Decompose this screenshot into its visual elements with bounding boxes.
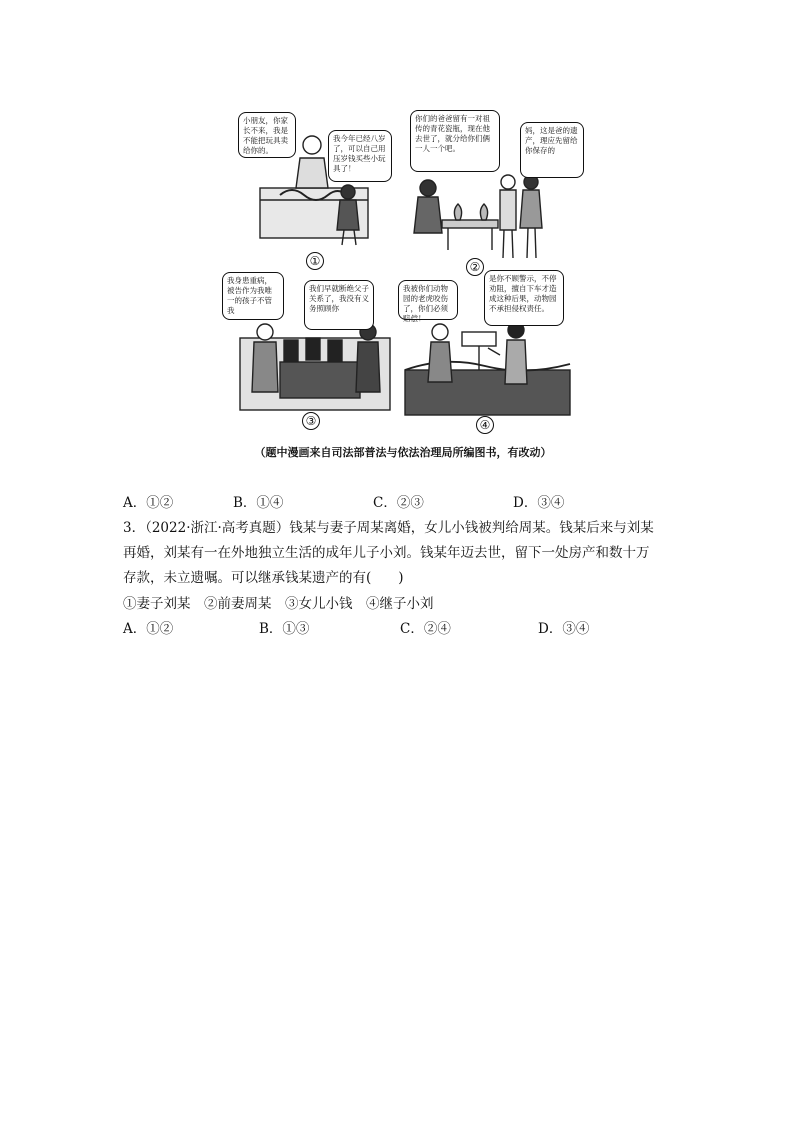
q2-option-a[interactable]: A．①② bbox=[123, 495, 174, 511]
q3-option-b[interactable]: B．①③ bbox=[259, 621, 310, 637]
q2-option-d[interactable]: D．③④ bbox=[513, 495, 565, 511]
panel-1-number: ① bbox=[306, 252, 324, 270]
panel-1-bubble-child: 我今年已经八岁了，可以自己用压岁钱买些小玩具了！ bbox=[328, 130, 392, 182]
q2-option-c[interactable]: C．②③ bbox=[373, 495, 424, 511]
figure-caption: （题中漫画来自司法部普法与依法治理局所编图书，有改动） bbox=[254, 446, 552, 459]
q2-option-b[interactable]: B．①④ bbox=[233, 495, 284, 511]
panel-2-drawing bbox=[414, 175, 542, 258]
panel-3-bubble-son: 我们早就断绝父子关系了，我没有义务照顾你 bbox=[304, 280, 374, 330]
panel-4-drawing bbox=[405, 322, 570, 415]
q3-option-a[interactable]: A．①② bbox=[123, 621, 174, 637]
q3-option-d[interactable]: D．③④ bbox=[538, 621, 590, 637]
panel-1-bubble-clerk: 小朋友，你家长不来，我是不能把玩具卖给你的。 bbox=[238, 112, 296, 158]
panel-3-bubble-father: 我身患重病，被告作为我唯一的孩子不管我 bbox=[222, 272, 284, 320]
cartoon-figure bbox=[220, 100, 585, 440]
q3-stem-line-1: 3．（2022·浙江·高考真题）钱某与妻子周某离婚，女儿小钱被判给周某。钱某后来与刘某 bbox=[123, 520, 654, 536]
panel-3-number: ③ bbox=[302, 412, 320, 430]
panel-4-bubble-visitor: 我被你们动物园的老虎咬伤了，你们必须赔偿！ bbox=[398, 280, 458, 320]
q3-stem-line-3: 存款，未立遗嘱。可以继承钱某遗产的有( ) bbox=[123, 570, 404, 586]
panel-3-drawing bbox=[240, 324, 390, 410]
q3-items: ①妻子刘某 ②前妻周某 ③女儿小钱 ④继子小刘 bbox=[123, 596, 434, 612]
panel-2-bubble-daughter: 妈，这是爸的遗产，理应先留给你保存的 bbox=[520, 122, 584, 178]
panel-4-bubble-zoo: 是你不顾警示，不停劝阻，擅自下车才造成这种后果，动物园不承担侵权责任。 bbox=[484, 270, 564, 326]
panel-2-bubble-elder: 你们的爸爸留有一对祖传的青花瓷瓶，现在他去世了，就分给你们俩一人一个吧。 bbox=[410, 110, 500, 172]
panel-2-number: ② bbox=[466, 258, 484, 276]
q3-option-c[interactable]: C．②④ bbox=[400, 621, 451, 637]
q3-stem-line-2: 再婚，刘某有一在外地独立生活的成年儿子小刘。钱某年迈去世，留下一处房产和数十万 bbox=[123, 545, 650, 561]
panel-4-number: ④ bbox=[476, 416, 494, 434]
